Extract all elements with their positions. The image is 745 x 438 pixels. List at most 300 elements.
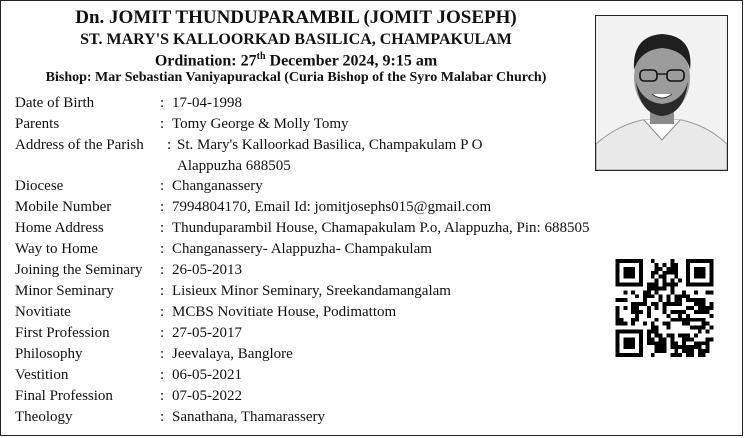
qr-module — [710, 275, 714, 279]
qr-module — [710, 263, 714, 267]
qr-module — [682, 349, 686, 353]
qr-module — [690, 349, 694, 353]
qr-module — [643, 294, 647, 298]
qr-module — [655, 283, 659, 287]
detail-value: 27-05-2017 — [172, 325, 242, 341]
qr-module — [655, 349, 659, 353]
qr-module — [674, 341, 678, 345]
qr-module — [682, 333, 686, 337]
qr-module — [627, 341, 631, 345]
qr-module — [635, 353, 639, 357]
qr-module — [647, 283, 651, 287]
qr-module — [674, 271, 678, 275]
qr-module — [639, 310, 643, 314]
detail-row-date-of-birth — [15, 93, 735, 114]
qr-module — [686, 298, 690, 302]
qr-module — [702, 322, 706, 326]
qr-module — [666, 298, 670, 302]
qr-module — [686, 275, 690, 279]
qr-module — [655, 290, 659, 294]
qr-module — [659, 345, 663, 349]
qr-module — [670, 283, 674, 287]
qr-module — [639, 349, 643, 353]
qr-module — [663, 341, 667, 345]
qr-module — [694, 310, 698, 314]
qr-module — [655, 326, 659, 330]
qr-module — [635, 294, 639, 298]
qr-module — [706, 306, 710, 310]
detail-label: Minor Seminary — [15, 283, 114, 299]
qr-module — [623, 259, 627, 263]
qr-module — [690, 259, 694, 263]
qr-module — [682, 322, 686, 326]
qr-module — [627, 271, 631, 275]
qr-module — [651, 271, 655, 275]
qr-module — [616, 318, 620, 322]
qr-module — [663, 337, 667, 341]
qr-module — [635, 330, 639, 334]
qr-module — [663, 310, 667, 314]
qr-module — [670, 333, 674, 337]
detail-separator: : — [160, 262, 165, 278]
qr-module — [706, 322, 710, 326]
qr-module — [694, 283, 698, 287]
qr-module — [651, 286, 655, 290]
qr-module — [647, 286, 651, 290]
qr-module — [647, 314, 651, 318]
qr-module — [666, 283, 670, 287]
qr-module — [686, 349, 690, 353]
qr-module — [690, 298, 694, 302]
qr-module — [659, 294, 663, 298]
qr-module — [698, 353, 702, 357]
qr-module — [686, 318, 690, 322]
qr-module — [627, 259, 631, 263]
qr-module — [647, 337, 651, 341]
qr-module — [666, 333, 670, 337]
qr-module — [655, 318, 659, 322]
detail-label: Vestition — [15, 367, 69, 383]
qr-module — [623, 337, 627, 341]
detail-separator: : — [160, 325, 165, 341]
qr-module — [682, 341, 686, 345]
qr-module — [655, 271, 659, 275]
qr-module — [698, 310, 702, 314]
qr-module — [623, 353, 627, 357]
qr-module — [670, 341, 674, 345]
qr-module — [663, 322, 667, 326]
detail-value: Tomy George & Molly Tomy — [172, 116, 349, 132]
qr-module — [666, 267, 670, 271]
qr-module — [706, 349, 710, 353]
qr-module — [655, 263, 659, 267]
qr-module — [643, 302, 647, 306]
qr-module — [631, 318, 635, 322]
qr-module — [702, 298, 706, 302]
qr-module — [678, 314, 682, 318]
qr-module — [651, 326, 655, 330]
qr-module — [670, 267, 674, 271]
qr-module — [655, 279, 659, 283]
detail-separator: : — [160, 304, 165, 320]
detail-value: 17-04-1998 — [172, 95, 242, 111]
qr-module — [686, 283, 690, 287]
qr-module — [616, 349, 620, 353]
qr-module — [635, 314, 639, 318]
qr-module — [670, 345, 674, 349]
qr-module — [639, 345, 643, 349]
qr-module — [686, 345, 690, 349]
detail-separator: : — [160, 409, 165, 425]
qr-module — [631, 345, 635, 349]
qr-module — [690, 318, 694, 322]
qr-module — [698, 341, 702, 345]
qr-module — [663, 279, 667, 283]
qr-module — [682, 310, 686, 314]
detail-separator: : — [160, 346, 165, 362]
qr-module — [643, 290, 647, 294]
qr-module — [678, 333, 682, 337]
qr-module — [670, 318, 674, 322]
qr-module — [616, 310, 620, 314]
qr-module — [619, 322, 623, 326]
detail-value: 07-05-2022 — [172, 388, 242, 404]
detail-label: Address of the Parish — [15, 137, 144, 153]
detail-row-way-to-home — [15, 239, 735, 260]
qr-module — [639, 330, 643, 334]
qr-module — [651, 283, 655, 287]
qr-module — [686, 259, 690, 263]
qr-module — [674, 267, 678, 271]
qr-module — [663, 263, 667, 267]
qr-module — [623, 271, 627, 275]
qr-module — [619, 330, 623, 334]
detail-value-line-2: Alappuzha 688505 — [177, 158, 291, 174]
qr-module — [702, 302, 706, 306]
qr-module — [651, 259, 655, 263]
detail-label: Novitiate — [15, 304, 71, 320]
qr-module — [682, 290, 686, 294]
qr-module — [623, 322, 627, 326]
qr-module — [619, 318, 623, 322]
qr-module — [623, 306, 627, 310]
qr-module — [647, 341, 651, 345]
qr-module — [631, 337, 635, 341]
qr-module — [655, 267, 659, 271]
qr-module — [643, 298, 647, 302]
qr-module — [655, 330, 659, 334]
qr-module — [702, 341, 706, 345]
detail-separator: : — [160, 283, 165, 299]
qr-module — [631, 259, 635, 263]
qr-module — [631, 267, 635, 271]
qr-module — [631, 275, 635, 279]
qr-module — [655, 306, 659, 310]
ordination-label: Ordination: — [154, 52, 237, 70]
qr-module — [678, 310, 682, 314]
detail-value: Lisieux Minor Seminary, Sreekandamangalam — [172, 283, 451, 299]
qr-module — [647, 294, 651, 298]
qr-module — [710, 271, 714, 275]
qr-module — [698, 271, 702, 275]
qr-module — [659, 286, 663, 290]
qr-module — [616, 275, 620, 279]
qr-module — [666, 326, 670, 330]
qr-module — [651, 275, 655, 279]
qr-module — [651, 322, 655, 326]
qr-module — [694, 302, 698, 306]
qr-module — [616, 283, 620, 287]
qr-module — [659, 341, 663, 345]
qr-module — [698, 326, 702, 330]
detail-value: 06-05-2021 — [172, 367, 242, 383]
qr-module — [702, 271, 706, 275]
qr-module — [655, 333, 659, 337]
qr-module — [647, 306, 651, 310]
qr-module — [666, 314, 670, 318]
qr-module — [639, 267, 643, 271]
qr-module — [631, 322, 635, 326]
qr-module — [635, 302, 639, 306]
qr-module — [686, 322, 690, 326]
detail-value — [177, 135, 482, 176]
qr-module — [616, 337, 620, 341]
qr-module — [710, 337, 714, 341]
qr-module — [643, 322, 647, 326]
detail-label: Parents — [15, 116, 60, 132]
detail-label: Final Profession — [15, 388, 113, 404]
qr-module — [655, 341, 659, 345]
qr-module — [678, 345, 682, 349]
qr-module — [616, 279, 620, 283]
qr-module — [674, 318, 678, 322]
qr-module — [639, 353, 643, 357]
qr-module — [674, 283, 678, 287]
qr-module — [651, 337, 655, 341]
qr-module — [627, 345, 631, 349]
qr-module — [678, 318, 682, 322]
qr-module — [674, 345, 678, 349]
ordination-day: 27 — [240, 52, 257, 70]
qr-module — [674, 349, 678, 353]
qr-module — [698, 275, 702, 279]
qr-module — [682, 337, 686, 341]
qr-module — [674, 353, 678, 357]
detail-row-diocese — [15, 176, 735, 197]
qr-module — [659, 275, 663, 279]
detail-row-parish-address — [15, 135, 735, 176]
qr-module — [616, 333, 620, 337]
qr-module — [694, 326, 698, 330]
qr-module — [639, 259, 643, 263]
detail-label: Joining the Seminary — [15, 262, 143, 278]
qr-module — [627, 330, 631, 334]
qr-module — [694, 259, 698, 263]
qr-module — [694, 318, 698, 322]
detail-label: First Profession — [15, 325, 110, 341]
detail-separator: : — [160, 367, 165, 383]
qr-module — [686, 267, 690, 271]
detail-separator: : — [160, 116, 165, 132]
qr-module — [670, 259, 674, 263]
qr-module — [666, 271, 670, 275]
qr-module — [635, 318, 639, 322]
qr-module — [698, 345, 702, 349]
qr-module — [616, 298, 620, 302]
detail-value: Sanathana, Thamarassery — [172, 409, 325, 425]
qr-module — [674, 275, 678, 279]
qr-module — [706, 290, 710, 294]
qr-module — [706, 259, 710, 263]
qr-module — [698, 259, 702, 263]
qr-module — [631, 302, 635, 306]
qr-module — [631, 283, 635, 287]
ordination-line — [1, 51, 591, 70]
qr-module — [706, 330, 710, 334]
qr-module — [702, 306, 706, 310]
qr-module — [698, 330, 702, 334]
qr-module — [651, 341, 655, 345]
qr-module — [616, 353, 620, 357]
qr-module — [616, 341, 620, 345]
qr-module — [663, 345, 667, 349]
qr-module — [623, 275, 627, 279]
qr-module — [616, 314, 620, 318]
qr-module — [702, 326, 706, 330]
qr-module — [663, 271, 667, 275]
qr-module — [663, 275, 667, 279]
qr-module — [623, 290, 627, 294]
qr-module — [655, 302, 659, 306]
qr-module — [616, 345, 620, 349]
qr-module — [694, 298, 698, 302]
qr-module — [659, 298, 663, 302]
qr-module — [635, 283, 639, 287]
qr-module — [682, 318, 686, 322]
qr-module — [616, 271, 620, 275]
qr-module — [670, 290, 674, 294]
qr-module — [702, 353, 706, 357]
qr-module — [619, 283, 623, 287]
detail-separator: : — [160, 178, 165, 194]
qr-module — [659, 267, 663, 271]
qr-module — [651, 330, 655, 334]
candidate-name: Dn. JOMIT THUNDUPARAMBIL (JOMIT JOSEPH) — [75, 7, 517, 28]
qr-module — [635, 310, 639, 314]
qr-module — [616, 267, 620, 271]
qr-module — [670, 286, 674, 290]
qr-module — [674, 298, 678, 302]
qr-module — [616, 330, 620, 334]
detail-value: Changanassery — [172, 178, 263, 194]
qr-module — [635, 306, 639, 310]
qr-module — [698, 267, 702, 271]
qr-module — [690, 337, 694, 341]
qr-module — [639, 337, 643, 341]
qr-module — [619, 353, 623, 357]
qr-module — [670, 279, 674, 283]
qr-module — [710, 302, 714, 306]
qr-module — [702, 259, 706, 263]
qr-module — [663, 283, 667, 287]
detail-label: Way to Home — [15, 241, 98, 257]
detail-value: Changanassery- Alappuzha- Champakulam — [172, 241, 432, 257]
qr-module — [647, 290, 651, 294]
qr-module — [647, 333, 651, 337]
qr-module — [659, 337, 663, 341]
detail-separator: : — [160, 220, 165, 236]
qr-module — [702, 310, 706, 314]
qr-module — [710, 290, 714, 294]
qr-module — [623, 298, 627, 302]
qr-module — [702, 275, 706, 279]
qr-module — [639, 279, 643, 283]
detail-separator: : — [167, 137, 172, 153]
qr-module — [639, 302, 643, 306]
qr-module — [619, 259, 623, 263]
detail-separator: : — [160, 241, 165, 257]
qr-module — [706, 345, 710, 349]
qr-module — [631, 353, 635, 357]
qr-module — [651, 294, 655, 298]
qr-module — [631, 310, 635, 314]
qr-module — [710, 283, 714, 287]
qr-module — [702, 318, 706, 322]
qr-module — [690, 306, 694, 310]
detail-label: Diocese — [15, 178, 64, 194]
qr-module — [623, 345, 627, 349]
qr-module — [710, 306, 714, 310]
qr-module — [659, 349, 663, 353]
qr-module — [674, 310, 678, 314]
detail-label: Date of Birth — [15, 95, 95, 111]
qr-module — [674, 302, 678, 306]
qr-code-icon[interactable] — [613, 259, 716, 357]
qr-module — [670, 302, 674, 306]
qr-module — [631, 341, 635, 345]
qr-module — [690, 345, 694, 349]
qr-module — [690, 326, 694, 330]
qr-module — [647, 310, 651, 314]
detail-value: 26-05-2013 — [172, 262, 242, 278]
detail-separator: : — [160, 95, 165, 111]
qr-module — [710, 326, 714, 330]
qr-module — [655, 286, 659, 290]
qr-module — [706, 341, 710, 345]
detail-row-final-profession — [15, 386, 735, 407]
qr-module — [678, 302, 682, 306]
qr-module — [663, 349, 667, 353]
qr-module — [710, 259, 714, 263]
qr-module — [635, 259, 639, 263]
detail-row-home-address — [15, 218, 735, 239]
qr-module — [686, 306, 690, 310]
detail-value: 7994804170, Email Id: jomitjosephs015@gmail.com — [172, 199, 492, 215]
detail-value: Thunduparambil House, Chamapakulam P.o, Alappuzha, Pin: 688505 — [172, 220, 590, 236]
qr-module — [686, 271, 690, 275]
qr-module — [639, 283, 643, 287]
qr-module — [639, 341, 643, 345]
qr-module — [623, 341, 627, 345]
qr-module — [706, 310, 710, 314]
detail-row-parents — [15, 114, 735, 135]
qr-module — [690, 353, 694, 357]
qr-module — [631, 271, 635, 275]
qr-module — [631, 306, 635, 310]
qr-module — [663, 302, 667, 306]
bishop-line: Bishop: Mar Sebastian Vaniyapurackal (Curia Bishop of the Syro Malabar Church) — [45, 70, 547, 85]
ordination-suffix: th — [256, 51, 266, 62]
